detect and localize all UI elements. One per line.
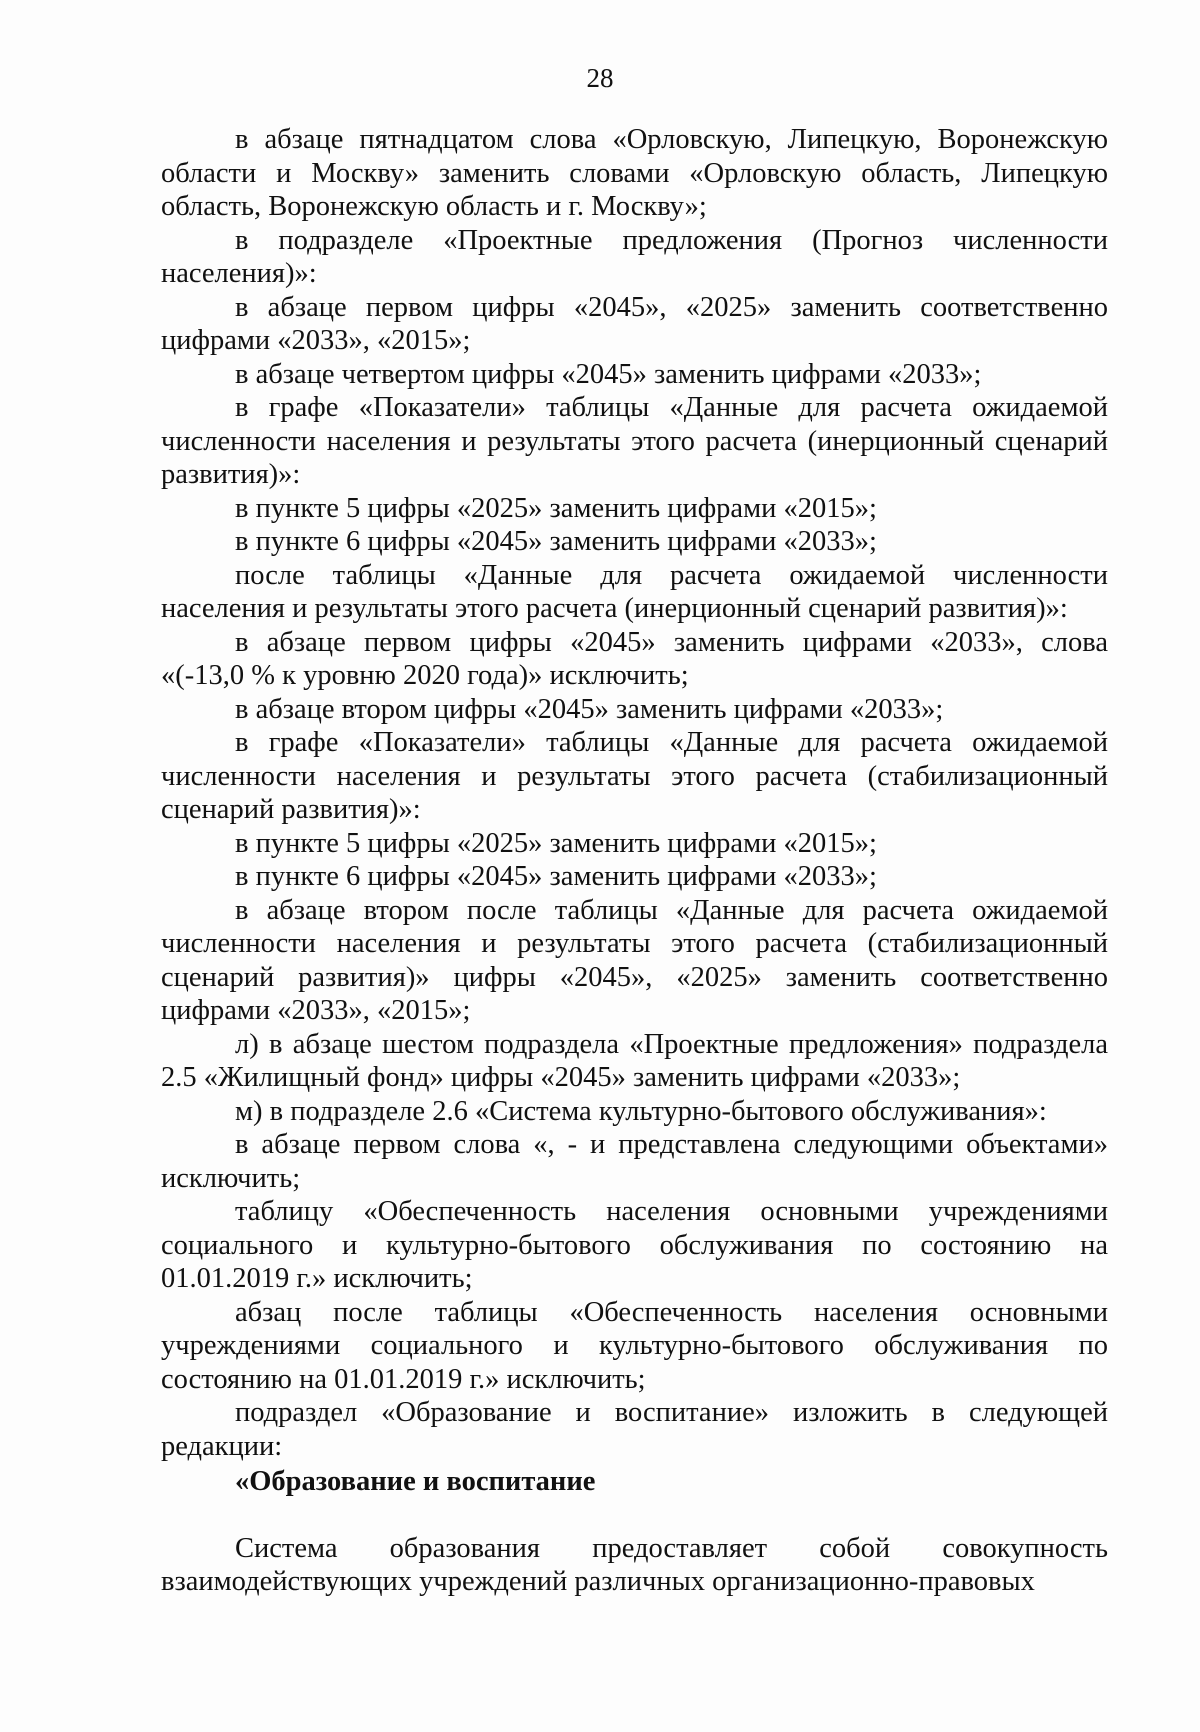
paragraph: в пункте 6 цифры «2045» заменить цифрами «2033»; (235, 861, 877, 892)
page-number: 28 (586, 63, 614, 93)
paragraph: в абзаце втором после таблицы «Данные для расчета ожидаемой численности населения и результаты этого расчета (стабилизационный сценарий развития)» цифры «2045», «2025» заменить соответственно цифрами «2033», «2015»; (161, 894, 1108, 1026)
paragraph: в пункте 5 цифры «2025» заменить цифрами «2015»; (235, 827, 877, 859)
blank-line (161, 1499, 1108, 1532)
paragraph: Система образования предоставляет собой совокупность взаимодействующих учреждений различных организационно-правовых (161, 1532, 1108, 1597)
paragraph: в пункте 5 цифры «2025» заменить цифрами «2015»; (235, 492, 877, 524)
paragraph: в подразделе «Проектные предложения (Прогноз численности населения)»: (161, 224, 1108, 289)
paragraph: в абзаце втором цифры «2045» заменить цифрами «2033»; (235, 693, 944, 725)
paragraph: в графе «Показатели» таблицы «Данные для расчета ожидаемой численности населения и результаты этого расчета (инерционный сценарий развития)»: (161, 392, 1108, 490)
paragraph: подраздел «Образование и воспитание» изложить в следующей редакции: (161, 1397, 1108, 1462)
paragraph: в абзаце первом цифры «2045», «2025» заменить соответственно цифрами «2033», «2015»; (161, 291, 1108, 356)
document-body (161, 123, 1108, 1599)
paragraph: в абзаце первом цифры «2045» заменить цифрами «2033», слова «(-13,0 % к уровню 2020 года)» исключить; (161, 626, 1108, 691)
section-heading: «Образование и воспитание (235, 1466, 596, 1497)
paragraph: л) в абзаце шестом подраздела «Проектные предложения» подраздела 2.5 «Жилищный фонд» цифры «2045» заменить цифрами «2033»; (161, 1028, 1108, 1093)
paragraph: абзац после таблицы «Обеспеченность населения основными учреждениями социального и культурно-бытового обслуживания по состоянию на 01.01.2019 г.» исключить; (161, 1296, 1108, 1395)
paragraph: после таблицы «Данные для расчета ожидаемой численности населения и результаты этого расчета (инерционный сценарий развития)»: (161, 559, 1108, 624)
paragraph: в абзаце первом слова «, - и представлена следующими объектами» исключить; (161, 1129, 1108, 1194)
paragraph: м) в подразделе 2.6 «Система культурно-бытового обслуживания»: (235, 1095, 1047, 1127)
paragraph: в абзаце пятнадцатом слова «Орловскую, Липецкую, Воронежскую области и Москву» заменить словами «Орловскую область, Липецкую область, Воронежскую область и г. Москву»; (161, 124, 1108, 222)
paragraph: в пункте 6 цифры «2045» заменить цифрами «2033»; (235, 526, 877, 557)
paragraph: таблицу «Обеспеченность населения основными учреждениями социального и культурно-бытового обслуживания по состоянию на 01.01.2019 г.» исключить; (161, 1196, 1108, 1294)
paragraph: в абзаце четвертом цифры «2045» заменить цифрами «2033»; (235, 358, 982, 390)
paragraph: в графе «Показатели» таблицы «Данные для расчета ожидаемой численности населения и результаты этого расчета (стабилизационный сценарий развития)»: (161, 727, 1108, 825)
